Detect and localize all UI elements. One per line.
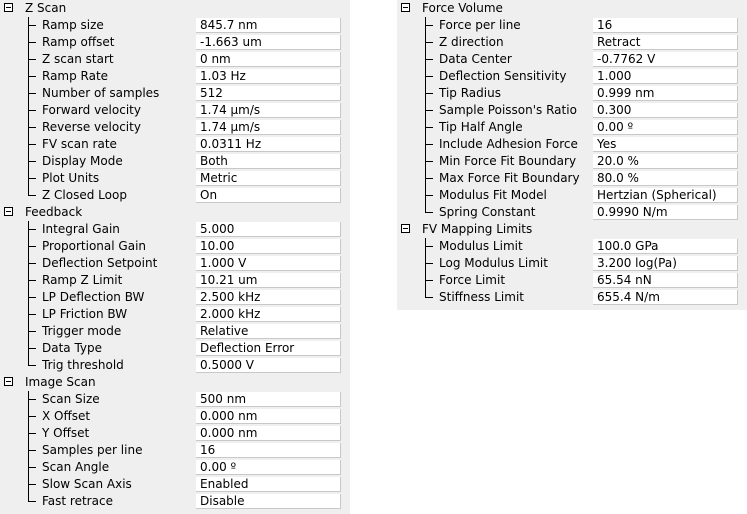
tree-branch (28, 450, 36, 451)
param-label: Force Limit (439, 273, 506, 287)
param-value-field[interactable]: Relative (196, 324, 341, 339)
param-row-max-force-fit-boundary (397, 170, 747, 187)
section-z-scan (0, 0, 350, 204)
tree-branch (425, 263, 433, 264)
param-value-field[interactable]: Yes (593, 137, 738, 152)
tree-branch (28, 297, 36, 298)
tree-branch (28, 484, 36, 485)
param-label: Data Type (42, 341, 103, 355)
param-row-scan-angle (0, 459, 350, 476)
param-value-field[interactable]: 16 (593, 18, 738, 33)
collapse-toggle-icon[interactable] (401, 3, 410, 12)
section-force-volume (397, 0, 747, 221)
param-label: LP Friction BW (42, 307, 128, 321)
param-label: Z Closed Loop (42, 188, 127, 202)
param-row-lp-deflection-bw (0, 289, 350, 306)
collapse-toggle-icon[interactable] (401, 224, 410, 233)
tree-branch (28, 246, 36, 247)
param-label: Min Force Fit Boundary (439, 154, 577, 168)
param-label: Reverse velocity (42, 120, 141, 134)
param-value-field[interactable]: 0 nm (196, 52, 341, 67)
param-row-number-of-samples (0, 85, 350, 102)
param-row-z-scan-start (0, 51, 350, 68)
param-label: Max Force Fit Boundary (439, 171, 580, 185)
param-label: Scan Angle (42, 460, 110, 474)
param-label: Data Center (439, 52, 512, 66)
tree-branch (425, 110, 433, 111)
section-header[interactable] (397, 0, 747, 17)
param-row-y-offset (0, 425, 350, 442)
param-row-ramp-z-limit (0, 272, 350, 289)
param-value-field[interactable]: 3.200 log(Pa) (593, 256, 738, 271)
tree-branch (28, 263, 36, 264)
param-value-field[interactable]: Retract (593, 35, 738, 50)
param-label: Ramp Z Limit (42, 273, 123, 287)
param-row-sample-poisson-s-ratio (397, 102, 747, 119)
section-header[interactable] (0, 204, 350, 221)
collapse-toggle-icon[interactable] (4, 377, 13, 386)
param-row-modulus-fit-model (397, 187, 747, 204)
tree-branch (28, 467, 36, 468)
param-label: Spring Constant (439, 205, 536, 219)
tree-branch (425, 212, 433, 213)
param-label: Scan Size (42, 392, 100, 406)
param-label: Number of samples (42, 86, 160, 100)
tree-branch (28, 76, 36, 77)
param-row-z-closed-loop (0, 187, 350, 204)
param-value-field[interactable]: 10.00 (196, 239, 341, 254)
tree-branch (28, 110, 36, 111)
param-value-field[interactable]: 1.000 V (196, 256, 341, 271)
param-row-forward-velocity (0, 102, 350, 119)
param-label: Fast retrace (42, 494, 113, 508)
parameters-panel-right (397, 0, 747, 310)
section-title: Z Scan (25, 1, 67, 15)
param-label: Display Mode (42, 154, 123, 168)
param-value-field[interactable]: 1.03 Hz (196, 69, 341, 84)
param-label: LP Deflection BW (42, 290, 145, 304)
tree-branch (28, 416, 36, 417)
param-label: Plot Units (42, 171, 100, 185)
param-label: Trigger mode (42, 324, 122, 338)
param-label: Deflection Sensitivity (439, 69, 567, 83)
param-row-include-adhesion-force (397, 136, 747, 153)
tree-branch (28, 501, 36, 502)
param-value-field[interactable]: 0.00 º (196, 460, 341, 475)
param-row-integral-gain (0, 221, 350, 238)
param-label: Forward velocity (42, 103, 141, 117)
param-row-tip-half-angle (397, 119, 747, 136)
param-value-field[interactable]: 0.00 º (593, 120, 738, 135)
param-label: Proportional Gain (42, 239, 147, 253)
param-row-ramp-size (0, 17, 350, 34)
param-label: Sample Poisson's Ratio (439, 103, 577, 117)
param-value-field[interactable]: 5.000 (196, 222, 341, 237)
tree-branch (425, 25, 433, 26)
tree-branch (425, 93, 433, 94)
tree-branch (28, 161, 36, 162)
param-label: Slow Scan Axis (42, 477, 132, 491)
param-value-field[interactable]: 655.4 N/m (593, 290, 738, 305)
param-value-field[interactable]: 65.54 nN (593, 273, 738, 288)
tree-branch (425, 195, 433, 196)
param-row-data-type (0, 340, 350, 357)
tree-branch (425, 42, 433, 43)
param-value-field[interactable]: Enabled (196, 477, 341, 492)
param-value-field[interactable]: Disable (196, 494, 341, 509)
tree-branch (28, 59, 36, 60)
param-row-lp-friction-bw (0, 306, 350, 323)
section-title: Force Volume (422, 1, 503, 15)
param-value-field[interactable]: 100.0 GPa (593, 239, 738, 254)
param-label: Y Offset (42, 426, 90, 440)
tree-branch (28, 433, 36, 434)
param-value-field[interactable]: 0.999 nm (593, 86, 738, 101)
tree-branch (425, 59, 433, 60)
param-row-x-offset (0, 408, 350, 425)
param-value-field[interactable]: 1.74 μm/s (196, 103, 341, 118)
tree-branch (28, 365, 36, 366)
param-row-trig-threshold (0, 357, 350, 374)
param-row-data-center (397, 51, 747, 68)
param-label: Trig threshold (42, 358, 124, 372)
param-row-min-force-fit-boundary (397, 153, 747, 170)
param-row-fv-scan-rate (0, 136, 350, 153)
param-label: Ramp size (42, 18, 104, 32)
tree-branch (425, 178, 433, 179)
param-label: Tip Radius (439, 86, 501, 100)
tree-branch (425, 280, 433, 281)
section-fv-mapping-limits (397, 221, 747, 306)
param-value-field[interactable]: Metric (196, 171, 341, 186)
param-label: Stiffness Limit (439, 290, 524, 304)
param-label: Z scan start (42, 52, 114, 66)
tree-branch (28, 399, 36, 400)
param-label: Tip Half Angle (439, 120, 523, 134)
param-row-fast-retrace (0, 493, 350, 510)
section-header[interactable] (0, 0, 350, 17)
param-row-log-modulus-limit (397, 255, 747, 272)
tree-branch (28, 280, 36, 281)
param-row-z-direction (397, 34, 747, 51)
param-label: Samples per line (42, 443, 143, 457)
param-label: Modulus Limit (439, 239, 523, 253)
tree-branch (28, 42, 36, 43)
param-row-modulus-limit (397, 238, 747, 255)
parameters-panel-left (0, 0, 350, 514)
collapse-toggle-icon[interactable] (4, 3, 13, 12)
param-row-deflection-sensitivity (397, 68, 747, 85)
tree-branch (28, 144, 36, 145)
param-value-field[interactable]: -1.663 um (196, 35, 341, 50)
param-row-stiffness-limit (397, 289, 747, 306)
tree-branch (28, 127, 36, 128)
param-value-field[interactable]: -0.7762 V (593, 52, 738, 67)
param-row-display-mode (0, 153, 350, 170)
param-label: Integral Gain (42, 222, 120, 236)
param-value-field[interactable]: 0.000 nm (196, 426, 341, 441)
param-row-spring-constant (397, 204, 747, 221)
param-value-field[interactable]: 2.500 kHz (196, 290, 341, 305)
param-row-slow-scan-axis (0, 476, 350, 493)
section-title: FV Mapping Limits (422, 222, 533, 236)
tree-branch (28, 93, 36, 94)
param-row-scan-size (0, 391, 350, 408)
param-row-plot-units (0, 170, 350, 187)
param-value-field[interactable]: Hertzian (Spherical) (593, 188, 738, 203)
param-label: Z direction (439, 35, 504, 49)
param-label: Ramp Rate (42, 69, 109, 83)
tree-branch (425, 127, 433, 128)
param-value-field[interactable]: 10.21 um (196, 273, 341, 288)
param-value-field[interactable]: 80.0 % (593, 171, 738, 186)
collapse-toggle-icon[interactable] (4, 207, 13, 216)
param-row-ramp-offset (0, 34, 350, 51)
param-value-field[interactable]: 0.300 (593, 103, 738, 118)
param-value-field[interactable]: 500 nm (196, 392, 341, 407)
section-image-scan (0, 374, 350, 510)
param-value-field[interactable]: 20.0 % (593, 154, 738, 169)
tree-branch (28, 314, 36, 315)
param-label: Ramp offset (42, 35, 115, 49)
param-value-field[interactable]: Deflection Error (196, 341, 341, 356)
section-title: Image Scan (25, 375, 96, 389)
param-row-deflection-setpoint (0, 255, 350, 272)
param-value-field[interactable]: 0.000 nm (196, 409, 341, 424)
param-label: FV scan rate (42, 137, 117, 151)
param-value-field[interactable]: 1.000 (593, 69, 738, 84)
param-value-field[interactable]: 0.5000 V (196, 358, 341, 373)
param-value-field[interactable]: 845.7 nm (196, 18, 341, 33)
param-value-field[interactable]: 16 (196, 443, 341, 458)
section-header[interactable] (397, 221, 747, 238)
param-label: X Offset (42, 409, 91, 423)
param-row-force-per-line (397, 17, 747, 34)
tree-branch (425, 76, 433, 77)
param-row-trigger-mode (0, 323, 350, 340)
param-label: Include Adhesion Force (439, 137, 578, 151)
param-value-field[interactable]: 2.000 kHz (196, 307, 341, 322)
tree-branch (425, 297, 433, 298)
tree-branch (28, 25, 36, 26)
tree-branch (28, 178, 36, 179)
param-value-field[interactable]: Both (196, 154, 341, 169)
param-label: Deflection Setpoint (42, 256, 158, 270)
param-value-field[interactable]: On (196, 188, 341, 203)
param-row-force-limit (397, 272, 747, 289)
tree-branch (425, 161, 433, 162)
section-title: Feedback (25, 205, 83, 219)
param-row-ramp-rate (0, 68, 350, 85)
tree-branch (28, 331, 36, 332)
param-row-reverse-velocity (0, 119, 350, 136)
tree-branch (28, 348, 36, 349)
section-header[interactable] (0, 374, 350, 391)
param-value-field[interactable]: 1.74 μm/s (196, 120, 341, 135)
param-value-field[interactable]: 512 (196, 86, 341, 101)
section-feedback (0, 204, 350, 374)
param-row-tip-radius (397, 85, 747, 102)
param-row-proportional-gain (0, 238, 350, 255)
tree-branch (28, 229, 36, 230)
param-row-samples-per-line (0, 442, 350, 459)
tree-branch (425, 144, 433, 145)
tree-branch (425, 246, 433, 247)
tree-branch (28, 195, 36, 196)
param-label: Modulus Fit Model (439, 188, 547, 202)
param-value-field[interactable]: 0.0311 Hz (196, 137, 341, 152)
param-value-field[interactable]: 0.9990 N/m (593, 205, 738, 220)
param-label: Force per line (439, 18, 521, 32)
param-label: Log Modulus Limit (439, 256, 548, 270)
